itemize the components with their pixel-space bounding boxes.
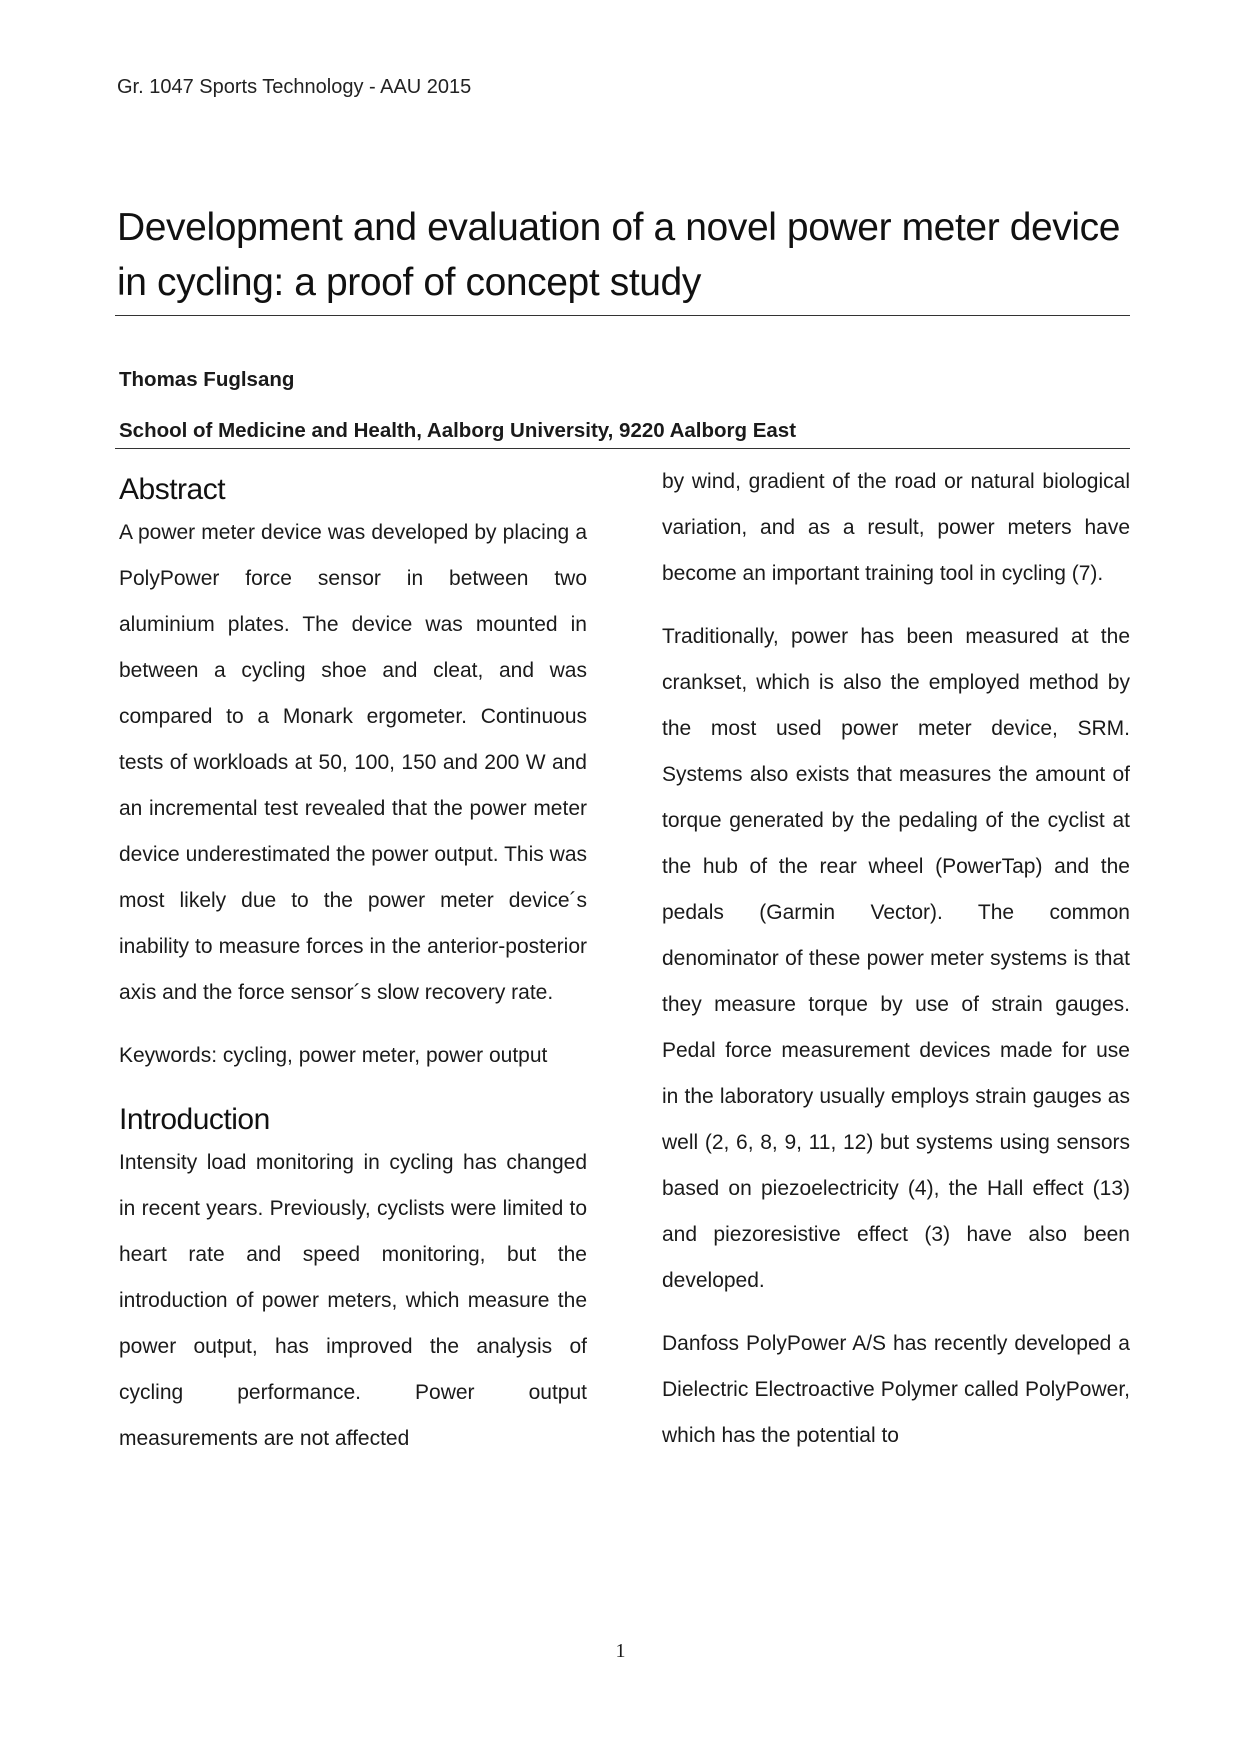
introduction-paragraph-2: Traditionally, power has been measured at the crankset, which is also the employed method by the most used power meter device, SRM. Systems also exists that measures the amount of torque generated by the pedaling of the cyclist at the hub of the rear wheel (PowerTap) and the pedals (Garmin Vector). The common denominator of these power meter systems is that they measure torque by use of strain gauges. Pedal force measurement devices made for use in the laboratory usually employs strain gauges as well (2, 6, 8, 9, 11, 12) but systems using sensors based on piezoelectricity (4), the Hall effect (13) and piezoresistive effect (3) have also been developed. [662,625,1130,1292]
introduction-paragraph-3: Danfoss PolyPower A/S has recently developed a Dielectric Electroactive Polymer called PolyPower, which has the potential to [662,1332,1130,1447]
title-line-1: Development and evaluation of a novel power meter device [117,206,1121,249]
introduction-paragraph-1-end: by wind, gradient of the road or natural biological variation, and as a result, power meters have become an important training tool in cycling (7). [662,470,1130,585]
author-affiliation: School of Medicine and Health, Aalborg University, 9220 Aalborg East [119,419,797,442]
title-line-2: in cycling: a proof of concept study [117,261,701,304]
right-column [662,459,1130,1476]
affiliation-divider [115,448,1130,449]
page-number: 1 [615,1640,626,1662]
left-column [119,472,587,1479]
paper-title [117,200,1127,310]
introduction-heading: Introduction [119,1103,270,1136]
title-divider [115,315,1130,316]
abstract-heading: Abstract [119,473,226,506]
abstract-text: A power meter device was developed by placing a PolyPower force sensor in between two aluminium plates. The device was mounted in between a cycling shoe and cleat, and was compared to a Monark ergometer. Continuous tests of workloads at 50, 100, 150 and 200 W and an incremental test revealed that the power meter device underestimated the power output. This was most likely due to the power meter device´s inability to measure forces in the anterior-posterior axis and the force sensor´s slow recovery rate. [119,521,587,1004]
author-name: Thomas Fuglsang [119,368,295,391]
running-head: Gr. 1047 Sports Technology - AAU 2015 [117,76,472,98]
introduction-paragraph-1-start: Intensity load monitoring in cycling has changed in recent years. Previously, cyclists were limited to heart rate and speed monitoring, but the introduction of power meters, which measure the power output, has improved the analysis of cycling performance. Power output measurements are not affected [119,1151,587,1450]
keywords: Keywords: cycling, power meter, power output [119,1044,548,1067]
